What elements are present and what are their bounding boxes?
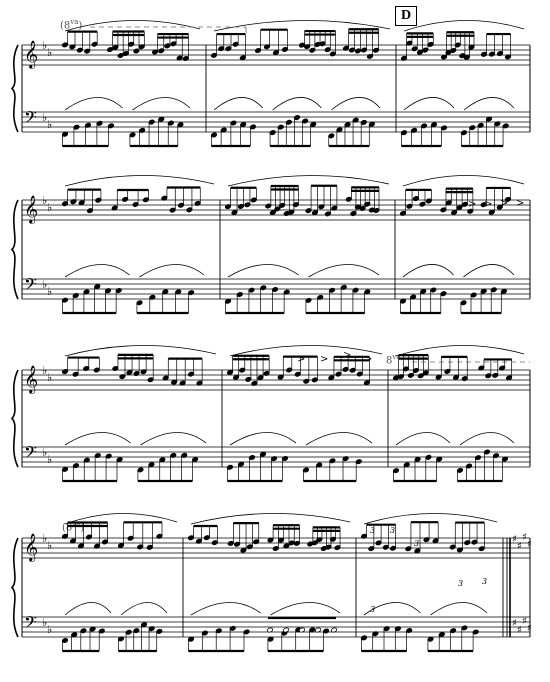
accent-mark: > bbox=[364, 354, 373, 365]
slur bbox=[65, 97, 123, 110]
flat-sign: ♭ bbox=[47, 46, 53, 59]
flat-sign: ♭ bbox=[42, 194, 48, 207]
slur bbox=[65, 175, 214, 186]
system-3-brace bbox=[12, 370, 18, 467]
slur bbox=[230, 345, 382, 356]
sharp-sign: ♯ bbox=[512, 534, 517, 545]
flat-sign: ♭ bbox=[42, 39, 48, 52]
accent-mark: > bbox=[320, 354, 329, 365]
system-1-treble-clef: 𝄞 bbox=[24, 40, 39, 68]
slur bbox=[191, 513, 350, 524]
slur bbox=[331, 97, 380, 110]
slur bbox=[403, 175, 524, 186]
system-4-treble-clef: 𝄞 bbox=[24, 533, 39, 561]
flat-sign: ♭ bbox=[42, 278, 48, 291]
system-3-bass-clef: 𝄢 bbox=[24, 442, 37, 466]
flat-sign: ♭ bbox=[47, 201, 53, 214]
flat-sign: ♭ bbox=[42, 446, 48, 459]
system-1-brace bbox=[12, 45, 18, 132]
ottava-marking-3: $(8^{va})$ bbox=[62, 520, 85, 534]
flat-sign: ♭ bbox=[47, 118, 53, 131]
flat-sign: ♭ bbox=[42, 616, 48, 629]
slur bbox=[460, 432, 514, 445]
flat-sign: ♭ bbox=[42, 532, 48, 545]
slur bbox=[65, 20, 200, 31]
ottava-suffix: va bbox=[392, 353, 401, 361]
slur bbox=[191, 602, 261, 615]
accent-mark: > bbox=[343, 350, 352, 361]
slur bbox=[65, 264, 130, 277]
slur bbox=[404, 20, 524, 31]
sharp-sign: ♯ bbox=[517, 625, 522, 636]
accent-mark: > bbox=[516, 198, 525, 209]
flat-sign: ♭ bbox=[47, 371, 53, 384]
slur bbox=[228, 175, 389, 186]
system-4-brace bbox=[12, 538, 18, 637]
slur bbox=[403, 264, 454, 277]
slur bbox=[306, 432, 372, 445]
slur bbox=[214, 97, 263, 110]
slur bbox=[464, 97, 514, 110]
slur bbox=[121, 602, 167, 615]
slur bbox=[396, 432, 450, 445]
sharp-sign: ♯ bbox=[512, 618, 517, 629]
flat-sign: ♭ bbox=[47, 623, 53, 636]
rehearsal-mark-box: D bbox=[395, 6, 417, 26]
flat-sign: ♭ bbox=[47, 285, 53, 298]
system-2-bass-clef: 𝄢 bbox=[24, 274, 37, 298]
ottava-label: (8 bbox=[62, 522, 73, 534]
accent-mark: > bbox=[468, 199, 477, 210]
flat-sign: ♭ bbox=[42, 364, 48, 377]
tuplet-number: 3 bbox=[390, 526, 396, 535]
tuplet-number: 3 bbox=[414, 539, 420, 548]
slur bbox=[271, 602, 341, 615]
system-4-bass-clef: 𝄢 bbox=[24, 612, 37, 636]
accent-mark: > bbox=[484, 199, 493, 210]
accent-mark: > bbox=[500, 198, 509, 209]
flat-sign: ♭ bbox=[42, 111, 48, 124]
sharp-sign: ♯ bbox=[527, 623, 532, 634]
slur bbox=[141, 432, 207, 445]
slur bbox=[273, 97, 322, 110]
sharp-sign: ♯ bbox=[522, 532, 527, 543]
slur bbox=[309, 264, 380, 277]
ottava-label: 8 bbox=[386, 355, 393, 367]
sharp-sign: ♯ bbox=[522, 616, 527, 627]
ottava-label: (8 bbox=[60, 20, 71, 32]
slur bbox=[133, 97, 191, 110]
ottava-suffix: va bbox=[70, 18, 79, 26]
flat-sign: ♭ bbox=[47, 453, 53, 466]
system-2-brace bbox=[12, 200, 18, 299]
system-1-bass-clef: 𝄢 bbox=[24, 107, 37, 131]
slur bbox=[404, 97, 454, 110]
ottava-suffix: va bbox=[72, 520, 81, 528]
slur bbox=[230, 432, 296, 445]
ottava-marking-1: $(8^{va})$ bbox=[60, 18, 83, 32]
slur bbox=[431, 602, 488, 615]
tuplet-number: 3 bbox=[458, 579, 464, 588]
tuplet-number: 3 bbox=[482, 577, 488, 586]
slur bbox=[65, 602, 111, 615]
system-3-treble-clef: 𝄞 bbox=[24, 365, 39, 393]
sharp-sign: ♯ bbox=[517, 541, 522, 552]
slur bbox=[464, 264, 515, 277]
sharp-sign: ♯ bbox=[527, 539, 532, 550]
accent-mark: > bbox=[297, 354, 306, 365]
flat-sign: ♭ bbox=[47, 539, 53, 552]
tuplet-number: 3 bbox=[370, 605, 376, 614]
slur bbox=[65, 432, 131, 445]
system-2-treble-clef: 𝄞 bbox=[24, 195, 39, 223]
slur bbox=[140, 264, 205, 277]
slur bbox=[228, 264, 299, 277]
tuplet-number: 3 bbox=[370, 526, 376, 535]
